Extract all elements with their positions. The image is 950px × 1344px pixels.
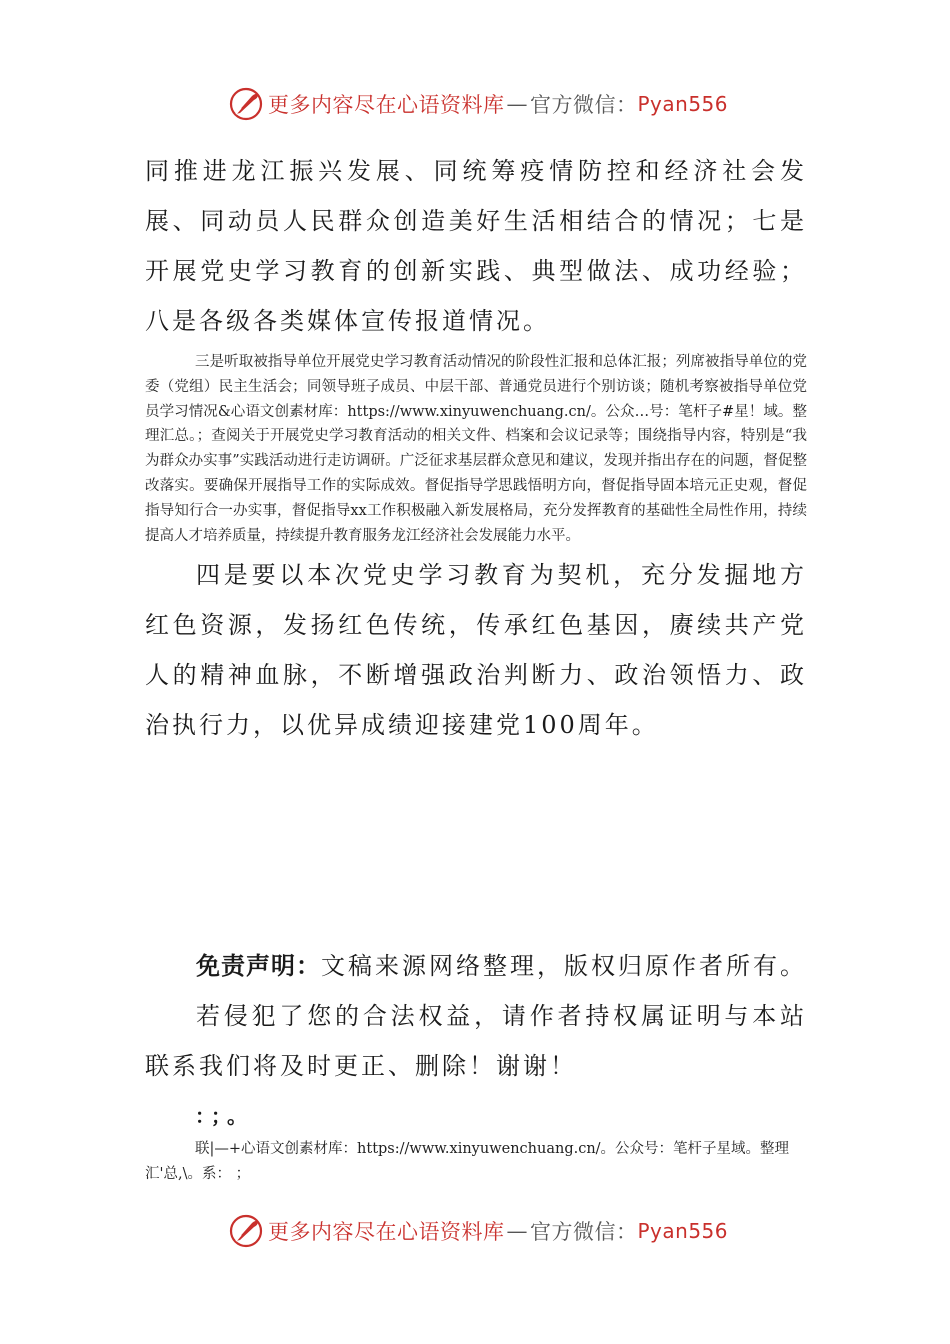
quill-logo-icon	[228, 1213, 264, 1249]
disclaimer-text1: 文稿来源网络整理，版权归原作者所有。	[321, 952, 807, 980]
watermark-wechat-label: 官方微信：	[530, 93, 638, 117]
watermark-separator: —	[506, 92, 528, 116]
disclaimer-line1	[145, 941, 807, 991]
watermark-account: Pyan556	[637, 92, 729, 116]
punctuation-line: ：；。	[195, 1104, 253, 1128]
paragraph-continuation: 同推进龙江振兴发展、同统筹疫情防控和经济社会发展、同动员人民群众创造美好生活相结合的情况；七是开展党史学习教育的创新实践、典型做法、成功经验；八是各级各类媒体宣传报道情况。	[145, 157, 807, 335]
watermark-text: 更多内容尽在心语资料库	[268, 1220, 505, 1244]
disclaimer-label: 免责声明：	[196, 952, 321, 980]
watermark-account: Pyan556	[637, 1219, 729, 1243]
watermark-separator: —	[506, 1219, 528, 1243]
disclaimer-section	[145, 941, 807, 1187]
paragraph-point-three: 三是听取被指导单位开展党史学习教育活动情况的阶段性汇报和总体汇报；列席被指导单位的党委（党组）民主生活会；同领导班子成员、中层干部、普通党员进行个别访谈；随机考察被指导单位党员学习情况&心语文创素材库：https://www.xinyuwenchuang.cn/。公众…号：笔杆子#星！域。整理汇总。；查阅关于开展党史学习教育活动的相关文件、档案和会议记录等；围绕指导内容，特别是“我为群众办实事”实践活动进行走访调研。广泛征求基层群众意见和建议，发现并指出存在的问题，督促整改落实。要确保开展指导工作的实际成效。督促指导学思践悟明方向，督促指导固本培元正史观，督促指导知行合一办实事，督促指导xx工作积极融入新发展格局，充分发挥教育的基础性全局性作用，持续提高人才培养质量，持续提升教育服务龙江经济社会发展能力水平。	[145, 354, 807, 544]
footer-watermark	[228, 1211, 728, 1251]
header-watermark	[228, 84, 728, 124]
paragraph-point-four: 四是要以本次党史学习教育为契机，充分发掘地方红色资源，发扬红色传统，传承红色基因，赓续共产党人的精神血脉，不断增强政治判断力、政治领悟力、政治执行力，以优异成绩迎接建党100周年。	[145, 561, 807, 740]
watermark-text: 更多内容尽在心语资料库	[268, 93, 505, 117]
document-body	[145, 146, 807, 750]
disclaimer-line2: 若侵犯了您的合法权益，请作者持权属证明与本站联系我们将及时更正、删除！谢谢！	[145, 1002, 807, 1080]
contact-line: 联|—+心语文创素材库：https://www.xinyuwenchuang.cn/。公众号：笔杆子星域。整理汇'总,\。系： ；	[145, 1141, 790, 1182]
watermark-wechat-label: 官方微信：	[530, 1220, 638, 1244]
quill-logo-icon	[228, 86, 264, 122]
